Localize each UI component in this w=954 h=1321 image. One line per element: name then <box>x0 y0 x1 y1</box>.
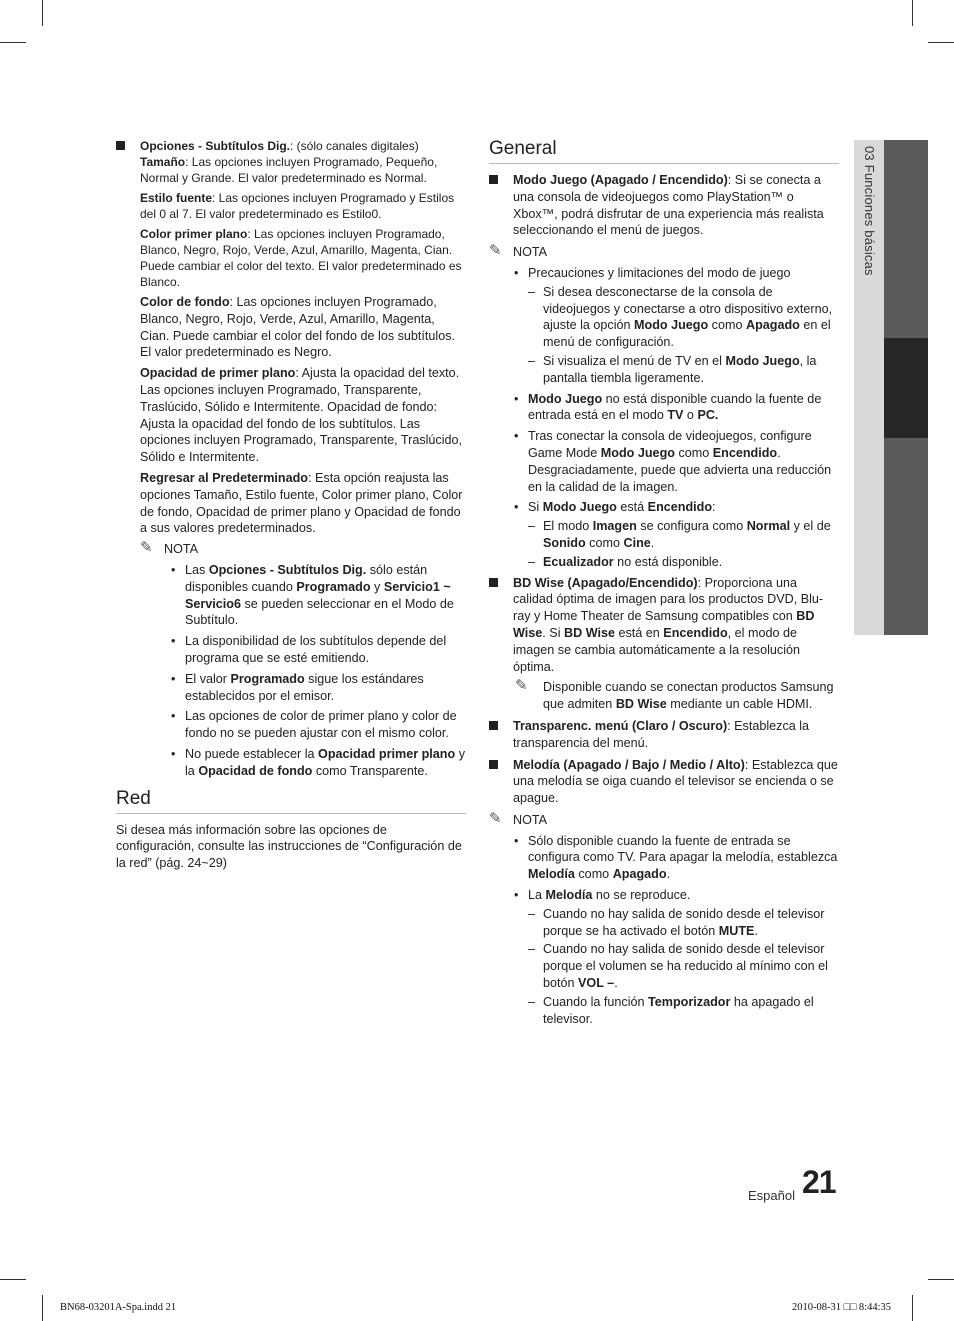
pencil-note-icon: ✎ <box>515 677 528 695</box>
text-span: Modo Juego <box>600 445 675 460</box>
list-subitem <box>528 554 839 571</box>
text-span: ha apagado el televisor. <box>543 994 814 1026</box>
chapter-tab <box>854 140 928 635</box>
text-span: La disponibilidad de los subtítulos depende del programa que se esté emitiendo. <box>185 634 447 665</box>
text-span: Encendido <box>712 445 778 460</box>
text-span: : Establezca que una melodía se oiga cuando el televisor se encienda o se apague. <box>513 757 838 806</box>
text-span: Imagen <box>592 519 637 534</box>
text-span: BD Wise <box>615 697 667 712</box>
text-span: Si visualiza el menú de TV en el <box>543 353 726 368</box>
text-span: . <box>650 535 655 550</box>
text-span: y la <box>185 746 465 778</box>
text-span: La <box>528 888 546 903</box>
section-title-general: General <box>489 138 839 164</box>
list-item <box>513 887 839 1027</box>
text-span: se pueden seleccionar en el Modo de Subtítulo. <box>185 596 454 628</box>
text-span: MUTE <box>718 923 755 938</box>
text-span: Cuando la función <box>543 994 649 1009</box>
nota-label: NOTA <box>513 812 548 827</box>
nota-block <box>140 541 466 558</box>
text-span: : Establezca la transparencia del menú. <box>513 718 810 750</box>
list-item <box>170 633 466 667</box>
text-span: Modo Juego (Apagado / Encendido) <box>513 173 728 187</box>
chapter-tab-light <box>854 140 884 635</box>
pencil-note-icon: ✎ <box>489 242 502 260</box>
text-span: y <box>370 579 384 594</box>
list-subitem <box>528 518 839 552</box>
crop-mark <box>0 42 26 43</box>
text-span: Sonido <box>543 535 586 550</box>
pencil-note-icon: ✎ <box>140 539 153 557</box>
bd-wise-note <box>513 679 839 713</box>
text-span: . Desgraciadamente, puede que advierta una reducción en la calidad de la imagen. <box>528 445 832 494</box>
text-span: como <box>585 535 624 550</box>
crop-mark <box>42 0 43 26</box>
text-span: Melodía <box>545 888 593 903</box>
crop-mark <box>42 1295 43 1321</box>
text-span: Sólo disponible cuando la fuente de entrada se configura como TV. Para apagar la melodía, establezca <box>528 833 838 865</box>
text-span: TV <box>667 408 684 423</box>
text-span: Opacidad primer plano <box>318 746 456 761</box>
text-span: BD Wise <box>513 609 815 640</box>
text-span: como <box>674 445 713 460</box>
section-title-red: Red <box>116 788 466 814</box>
text-span: : Si se conecta a una consola de videojuegos como PlayStation™ o Xbox™, podrá disfrutar de una experiencia más realista seleccionando el menú de juegos. <box>513 173 824 238</box>
option-label: Color primer plano <box>140 227 248 241</box>
list-item <box>170 562 466 629</box>
text-span: está en <box>614 625 664 640</box>
list-subitem <box>528 941 839 991</box>
right-column <box>489 138 839 1031</box>
crop-mark <box>928 42 954 43</box>
list-item <box>170 671 466 705</box>
nota-label: NOTA <box>164 542 199 557</box>
text-span: Opacidad de fondo <box>198 763 313 778</box>
text-span: PC. <box>697 408 719 423</box>
text-span: , el modo de imagen se cambia automáticamente a la resolución óptima. <box>513 625 801 674</box>
text-span: sigue los estándares establecidos por el emisor. <box>185 671 424 703</box>
text-span: como Transparente. <box>312 763 428 778</box>
text-span: sólo están disponibles cuando <box>185 562 428 594</box>
chapter-tab-block <box>884 140 928 338</box>
text-span: Cuando no hay salida de sonido desde el televisor porque se ha activado el botón <box>543 906 825 938</box>
text-span: , la pantalla tiembla ligeramente. <box>543 353 817 385</box>
option-text: : Ajusta la opacidad del texto. Las opciones incluyen Programado, Transparente, Traslúcido, Sólido e Intermitente. Opacidad de fondo: Ajusta la opacidad del fondo de los subtítulos. Las opciones incluyen Programado, Transparente, Traslúcido, Sólido e Intermitente. <box>140 366 463 465</box>
nota-block <box>489 809 839 829</box>
text-span: Las <box>185 562 209 577</box>
list-item <box>513 833 839 883</box>
text-block <box>140 226 466 290</box>
text-span: y el de <box>790 519 831 534</box>
crop-mark <box>0 1279 26 1280</box>
text-span: : Proporciona una calidad óptima de imagen para los productos DVD, Blu-ray y Home Theater de Samsung compatibles con <box>513 575 824 624</box>
text-span: se configura como <box>636 519 747 534</box>
option-label: Tamaño <box>140 155 186 169</box>
option-text: : Las opciones incluyen Programado, Blanco, Negro, Rojo, Verde, Azul, Amarillo, Magenta, Cian. Puede cambiar el color del texto. El valor predeterminado es Blanco. <box>140 227 462 289</box>
text-span: está <box>616 500 648 515</box>
square-bullet-icon <box>489 578 498 587</box>
list-subitem <box>528 906 839 940</box>
list-subitem <box>528 353 839 387</box>
text-span: mediante un cable HDMI. <box>666 697 813 712</box>
slug-filename: BN68-03201A-Spa.indd 21 <box>60 1302 177 1313</box>
text-span: Modo Juego <box>542 500 617 515</box>
text-span: Precauciones y limitaciones del modo de juego <box>528 265 791 280</box>
square-bullet-icon <box>489 760 498 769</box>
chapter-tab-active-block <box>884 338 928 438</box>
text-span: . <box>614 976 618 991</box>
text-span: Tras conectar la consola de videojuegos, configure Game Mode <box>528 429 812 460</box>
text-block <box>489 265 839 571</box>
option-label: Estilo fuente <box>140 191 213 205</box>
text-span: no se reproduce. <box>592 888 691 903</box>
text-span: Apagado <box>745 318 800 333</box>
text-span: Temporizador <box>648 994 731 1009</box>
text-span: El modo <box>543 519 593 534</box>
text-span: Las opciones de color de primer plano y color de fondo no se pueden ajustar con el mismo color. <box>185 709 457 741</box>
modo-juego-item <box>489 172 839 239</box>
text-span: Transparenc. menú (Claro / Oscuro) <box>513 718 728 733</box>
list-item <box>170 746 466 780</box>
text-span: Normal <box>746 519 791 534</box>
text-block <box>140 294 466 361</box>
text-span: como <box>708 318 746 333</box>
pencil-note-icon: ✎ <box>489 809 502 827</box>
text-span: : <box>712 500 716 515</box>
melodia-item <box>489 757 839 807</box>
text-span: No puede establecer la <box>185 746 319 761</box>
text-span: BD Wise <box>564 625 615 640</box>
text-block <box>140 365 466 466</box>
nota-label: NOTA <box>513 245 548 260</box>
text-span: Programado <box>296 579 371 594</box>
slug-timestamp: 2010-08-31 □□ 8:44:35 <box>792 1302 892 1313</box>
page-number: 21 <box>802 1164 836 1200</box>
text-span: Servicio1 ~ Servicio6 <box>185 579 451 611</box>
option-label: Opacidad de primer plano <box>140 366 296 381</box>
red-paragraph: Si desea más información sobre las opciones de configuración, consulte las instrucciones de “Configuración de la red” (pág. 24~29) <box>116 822 462 871</box>
text-span: Ecualizador <box>543 554 614 569</box>
text-span: Modo Juego <box>528 391 603 406</box>
text-span: Disponible cuando se conectan productos Samsung que admiten <box>543 680 834 712</box>
text-span: no está disponible cuando la fuente de entrada está en el modo <box>528 391 822 423</box>
transparencia-item <box>489 718 839 752</box>
text-span: Opciones - Subtítulos Dig. <box>208 562 367 577</box>
text-span: como <box>574 867 613 882</box>
text-block <box>140 190 466 222</box>
list-subitem <box>528 994 839 1028</box>
text-span: . <box>754 923 758 938</box>
option-text: : Las opciones incluyen Programado, Blanco, Negro, Rojo, Verde, Azul, Amarillo, Magenta, Cian. Puede cambiar el color del fondo de los subtítulos. El valor predeterminado es Negro. <box>140 295 456 360</box>
text-span: Encendido <box>647 500 713 515</box>
chapter-tab-block <box>884 438 928 635</box>
option-text: : Las opciones incluyen Programado y Estilos del 0 al 7. El valor predeterminado es Estilo0. <box>140 191 455 221</box>
bd-wise-item <box>489 575 839 713</box>
option-text: : Esta opción reajusta las opciones Tamaño, Estilo fuente, Color primer plano, Color de fondo, Opacidad de primer plano y Opacidad de fondo a sus valores predeterminados. <box>140 470 463 536</box>
text-span: Melodía (Apagado / Bajo / Medio / Alto) <box>513 757 745 772</box>
list-subitem <box>528 284 839 351</box>
text-span: Si <box>528 500 543 515</box>
text-span: Modo Juego <box>634 318 709 333</box>
text-span: Cine <box>623 535 651 550</box>
text-block <box>140 562 466 780</box>
crop-mark <box>928 1279 954 1280</box>
text-block <box>140 138 466 186</box>
text-span: Programado <box>230 671 305 686</box>
list-item <box>513 391 839 425</box>
footer-language: Español <box>748 1188 795 1203</box>
chapter-label: 03 Funciones básicas <box>861 146 877 276</box>
text-span: Cuando no hay salida de sonido desde el televisor porque el volumen se ha reducido al mínimo con el botón <box>543 942 828 991</box>
text-span: . Si <box>542 625 564 640</box>
list-item <box>513 428 839 495</box>
text-span: Si desea desconectarse de la consola de videojuegos y conectarse a otro dispositivo externo, ajuste la opción <box>543 284 833 333</box>
text-span: Melodía <box>528 867 575 882</box>
option-label: Regresar al Predeterminado <box>140 470 308 485</box>
text-span: o <box>683 408 698 423</box>
list-item <box>513 265 839 387</box>
text-span: . <box>666 867 671 882</box>
text-block <box>140 470 466 537</box>
square-bullet-icon <box>489 175 498 184</box>
text-span: en el menú de configuración. <box>543 318 831 350</box>
text-span: El valor <box>185 671 231 686</box>
opciones-subtitulos-item <box>116 138 466 780</box>
text-block <box>489 833 839 1028</box>
option-text: : Las opciones incluyen Programado, Pequeño, Normal y Grande. El valor predeterminado es Normal. <box>140 155 438 185</box>
list-item <box>170 708 466 742</box>
text-span: Encendido <box>663 625 728 640</box>
left-column <box>116 138 466 872</box>
text-span: VOL – <box>578 976 615 991</box>
text-span: Apagado <box>612 867 667 882</box>
item-note: : (sólo canales digitales) <box>290 139 419 153</box>
nota-block <box>489 244 839 261</box>
option-label: Color de fondo <box>140 295 230 309</box>
crop-mark <box>912 1295 913 1321</box>
text-span: no está disponible. <box>613 554 723 569</box>
text-span: Modo Juego <box>725 353 800 368</box>
square-bullet-icon <box>116 141 125 150</box>
text-span: BD Wise (Apagado/Encendido) <box>513 575 698 590</box>
list-item <box>513 499 839 570</box>
crop-mark <box>912 0 913 26</box>
item-heading: Opciones - Subtítulos Dig. <box>140 139 290 153</box>
square-bullet-icon <box>489 721 498 730</box>
